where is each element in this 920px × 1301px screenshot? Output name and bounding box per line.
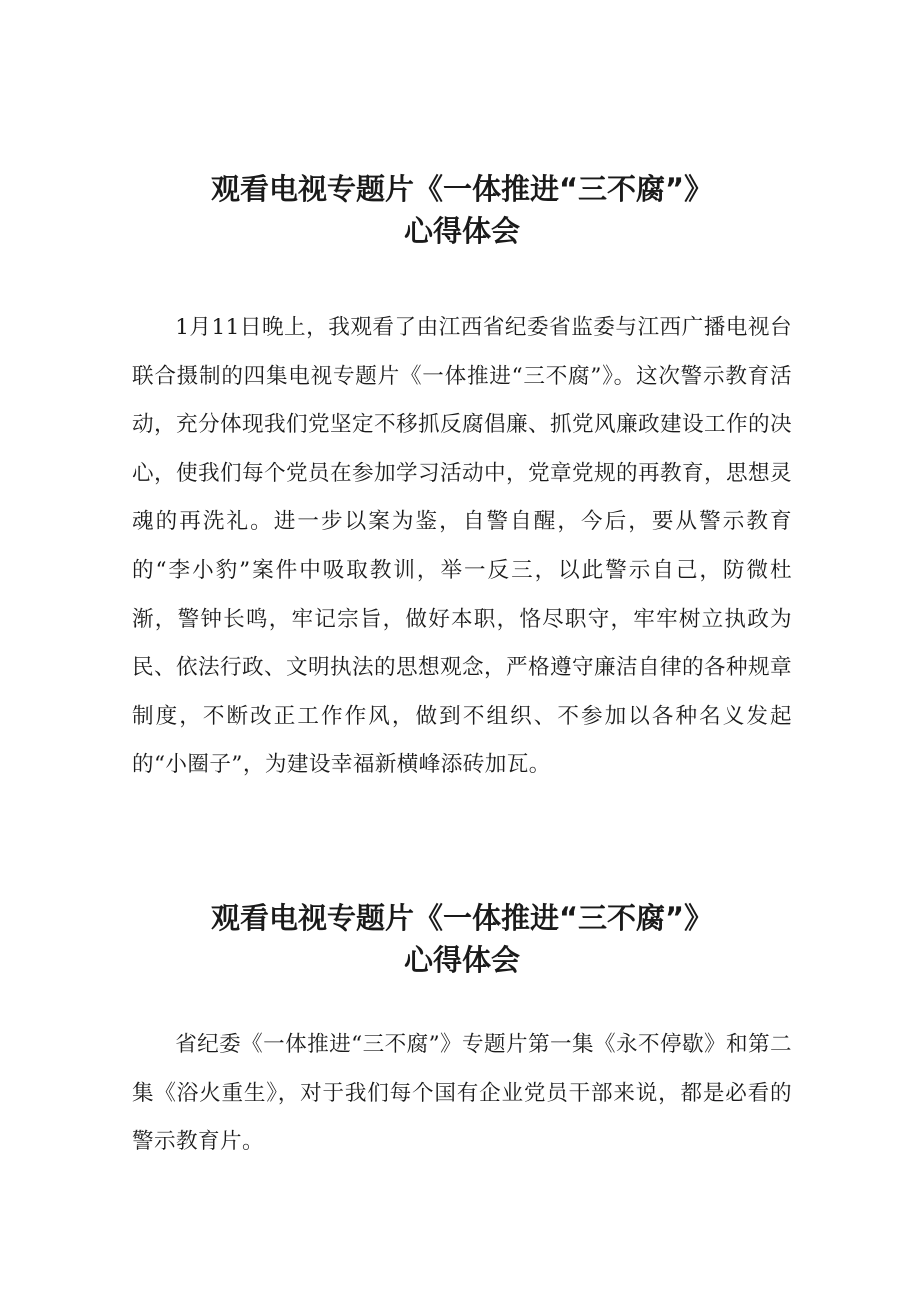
article-2-title xyxy=(132,897,792,981)
article-2-title-line-2: 心得体会 xyxy=(403,943,520,977)
article-1-title xyxy=(132,168,792,252)
article-2 xyxy=(132,897,792,1167)
article-1 xyxy=(132,168,792,790)
article-2-paragraph: 省纪委《一体推进“三不腐”》专题片第一集《永不停歇》和第二集《浴火重生》，对于我们每个国有企业党员干部来说，都是必看的警示教育片。 xyxy=(132,1032,792,1155)
article-1-paragraph: 1月11日晚上，我观看了由江西省纪委省监委与江西广播电视台联合摄制的四集电视专题片《一体推进“三不腐”》。这次警示教育活动，充分体现我们党坚定不移抓反腐倡廉、抓党风廉政建设工作的决心，使我们每个党员在参加学习活动中，党章党规的再教育，思想灵魂的再洗礼。进一步以案为鉴，自警自醒，今后，要从警示教育的“李小豹”案件中吸取教训，举一反三，以此警示自己，防微杜渐，警钟长鸣，牢记宗旨，做好本职，恪尽职守，牢牢树立执政为民、依法行政、文明执法的思想观念，严格遵守廉洁自律的各种规章制度，不断改正工作作风，做到不组织、不参加以各种名义发起的“小圈子”，为建设幸福新横峰添砖加瓦。 xyxy=(132,315,792,778)
article-1-title-line-1: 观看电视专题片《一体推进“三不腐”》 xyxy=(210,172,714,206)
article-2-title-line-1: 观看电视专题片《一体推进“三不腐”》 xyxy=(210,901,714,935)
article-1-title-line-2: 心得体会 xyxy=(403,214,520,248)
